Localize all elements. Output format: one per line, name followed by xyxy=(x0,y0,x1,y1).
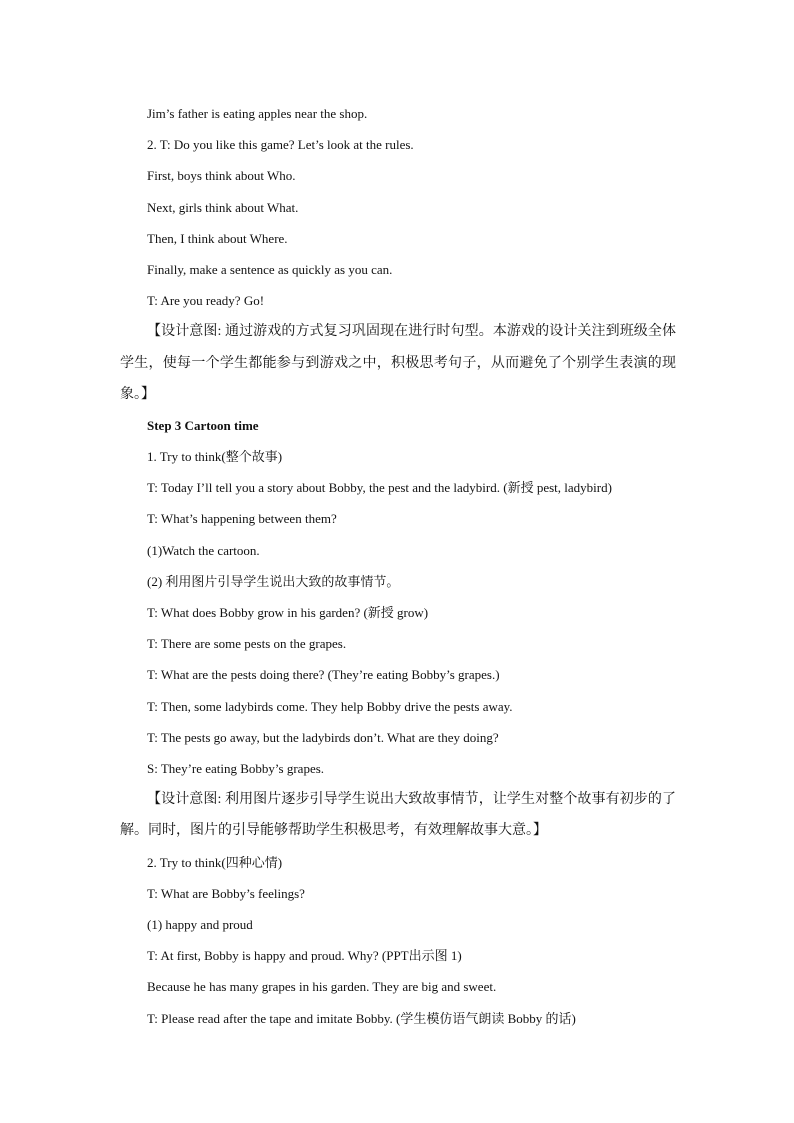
body-line: Jim’s father is eating apples near the shop. xyxy=(147,106,368,121)
body-line: Next, girls think about What. xyxy=(147,199,299,215)
body-line: T: Please read after the tape and imitate Bobby. (学生模仿语气朗读 Bobby 的话) xyxy=(147,1010,576,1026)
body-line: (1) happy and proud xyxy=(147,916,253,932)
body-line: T: What are the pests doing there? (They’re eating Bobby’s grapes.) xyxy=(147,667,500,683)
body-line: S: They’re eating Bobby’s grapes. xyxy=(147,760,325,776)
body-line: 2. T: Do you like this game? Let’s look at the rules. xyxy=(147,137,414,153)
body-line: T: What are Bobby’s feelings? xyxy=(147,885,305,901)
body-line: 1. Try to think(整个故事) xyxy=(147,449,283,465)
body-line: T: At first, Bobby is happy and proud. Why? (PPT出示图 1) xyxy=(147,948,462,964)
design-intent-note: 【设计意图: 通过游戏的方式复习巩固现在进行时句型。本游戏的设计关注到班级全体学生，使每一个学生都能参与到游戏之中，积极思考句子，从而避免了个别学生表演的现象。】 xyxy=(120,324,676,402)
body-line: T: There are some pests on the grapes. xyxy=(147,636,347,652)
body-line: T: What does Bobby grow in his garden? (新授 grow) xyxy=(147,605,429,621)
body-line: (2) 利用图片引导学生说出大致的故事情节。 xyxy=(147,573,400,589)
body-line: T: Today I’ll tell you a story about Bobby, the pest and the ladybird. (新授 pest, ladybird) xyxy=(147,480,612,496)
body-line: T: The pests go away, but the ladybirds don’t. What are they doing? xyxy=(147,729,499,745)
body-line: Then, I think about Where. xyxy=(147,230,288,246)
body-line: 2. Try to think(四种心情) xyxy=(147,854,283,870)
section-heading: Step 3 Cartoon time xyxy=(147,417,259,433)
body-line: T: What’s happening between them? xyxy=(147,511,337,527)
body-line: Because he has many grapes in his garden. They are big and sweet. xyxy=(147,979,497,995)
body-line: First, boys think about Who. xyxy=(147,168,296,184)
body-line: (1)Watch the cartoon. xyxy=(147,542,260,558)
body-line: Finally, make a sentence as quickly as you can. xyxy=(147,261,393,277)
body-line: T: Are you ready? Go! xyxy=(147,293,265,309)
body-line: T: Then, some ladybirds come. They help Bobby drive the pests away. xyxy=(147,698,513,714)
document-body xyxy=(120,98,676,1034)
design-intent-note: 【设计意图: 利用图片逐步引导学生说出大致故事情节，让学生对整个故事有初步的了解。同时，图片的引导能够帮助学生积极思考，有效理解故事大意。】 xyxy=(120,792,676,839)
